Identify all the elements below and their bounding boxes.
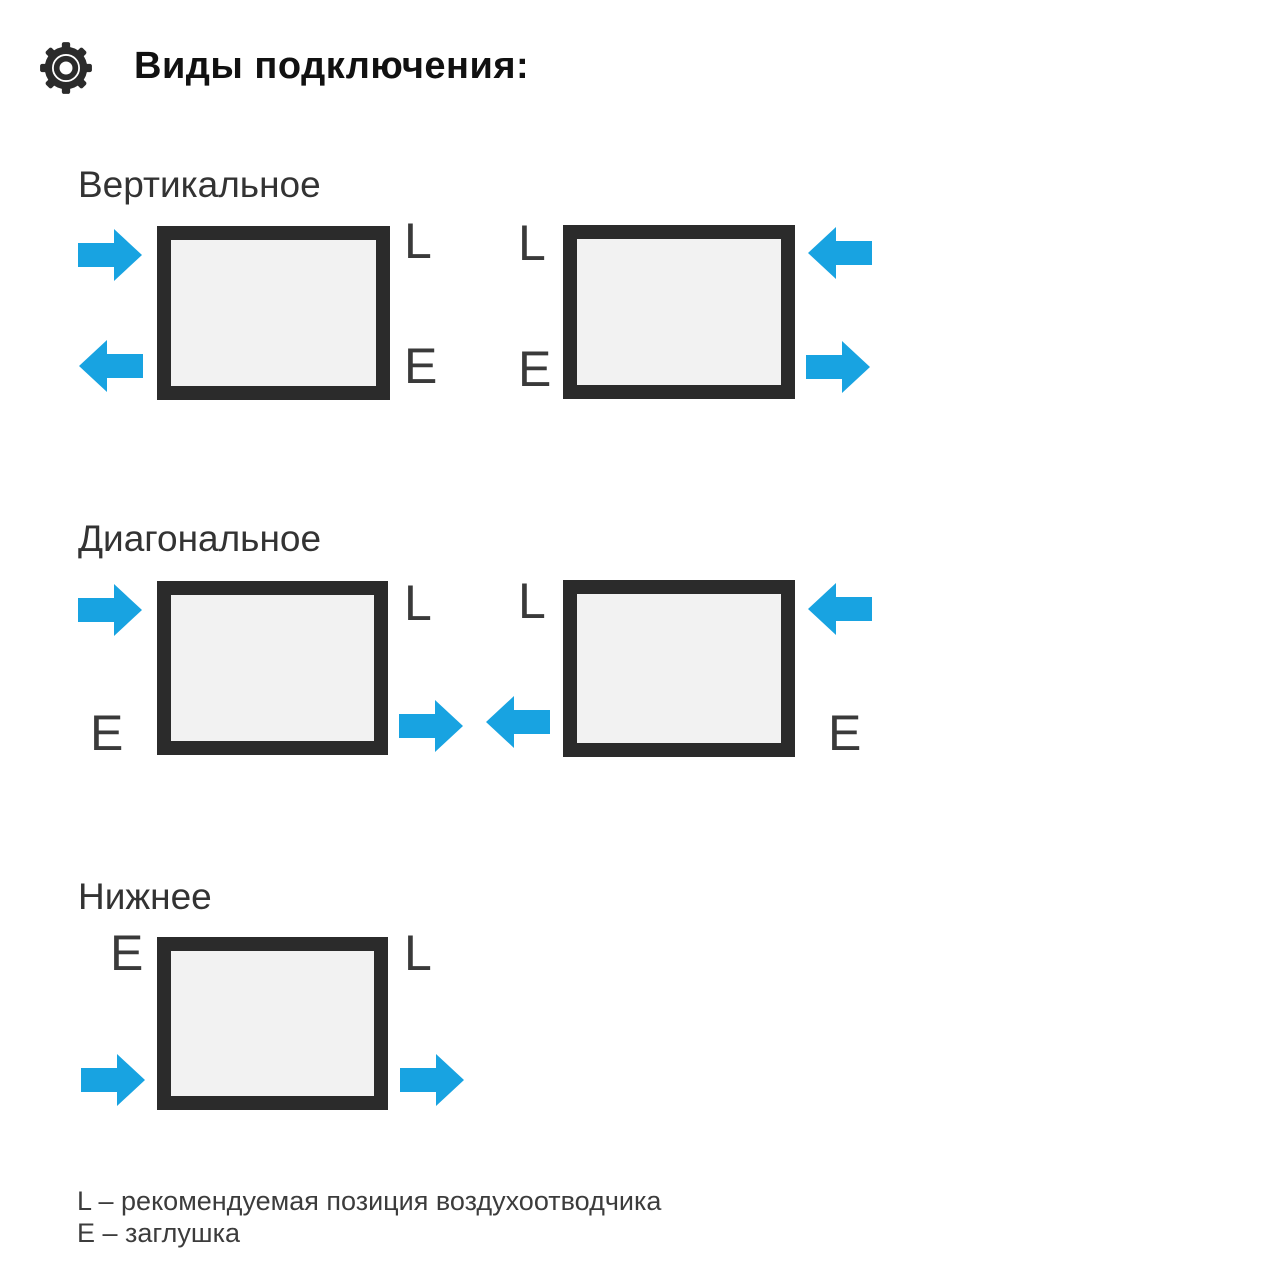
section-label-bottom: Нижнее [78, 876, 212, 917]
radiator-box [157, 226, 390, 400]
port-label-air-vent: L [404, 213, 432, 269]
port-label-air-vent: L [404, 575, 432, 631]
radiator-box [157, 937, 388, 1110]
port-label-plug: E [828, 705, 862, 761]
port-label-air-vent: L [518, 215, 546, 271]
outlet-arrow-icon [806, 341, 870, 393]
radiator-box [157, 581, 388, 755]
inlet-arrow-icon [81, 1054, 145, 1106]
radiator-box [563, 225, 795, 399]
gear-icon [38, 40, 94, 96]
inlet-arrow-icon [78, 229, 142, 281]
inlet-arrow-icon [808, 583, 872, 635]
port-label-air-vent: L [518, 573, 546, 629]
inlet-arrow-icon [78, 584, 142, 636]
outlet-arrow-icon [399, 700, 463, 752]
section-label-vertical: Вертикальное [78, 164, 321, 205]
outlet-arrow-icon [486, 696, 550, 748]
section-label-diagonal: Диагональное [78, 518, 322, 559]
port-label-plug: E [518, 341, 552, 397]
port-label-plug: E [90, 705, 124, 761]
legend-plug: E – заглушка [77, 1218, 241, 1248]
outlet-arrow-icon [79, 340, 143, 392]
port-label-plug: E [404, 338, 438, 394]
port-label-plug: E [110, 925, 144, 981]
outlet-arrow-icon [400, 1054, 464, 1106]
page-title: Виды подключения: [134, 45, 530, 87]
port-label-air-vent: L [404, 925, 432, 981]
inlet-arrow-icon [808, 227, 872, 279]
radiator-box [563, 580, 795, 757]
legend-air-vent: L – рекомендуемая позиция воздухоотводчика [77, 1186, 662, 1216]
